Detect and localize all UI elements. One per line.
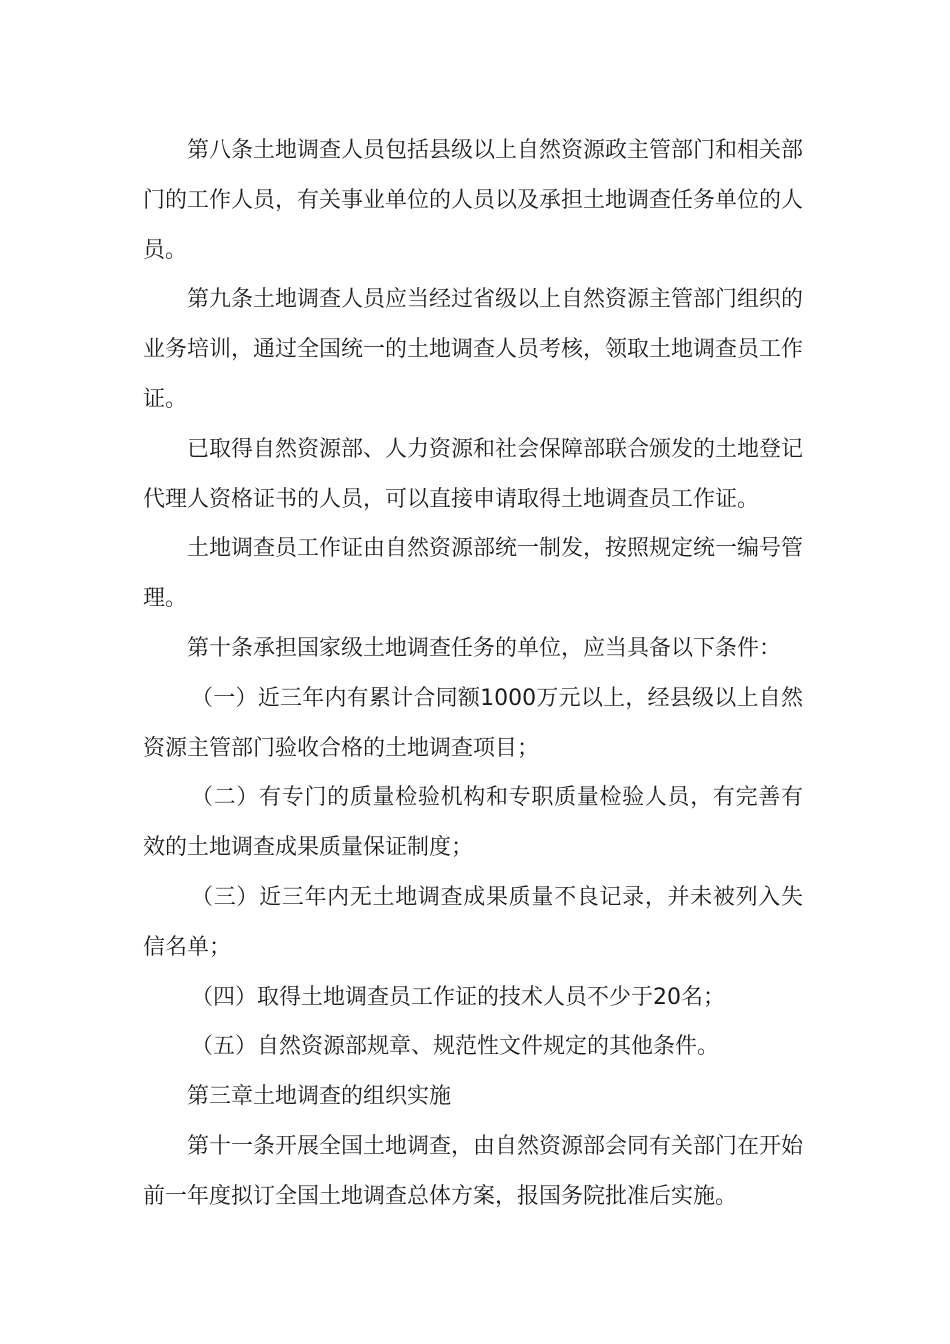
article-10-paragraph: 第十条承担国家级土地调查任务的单位，应当具备以下条件： [187, 635, 782, 661]
article-11-paragraph: 第十一条开展全国土地调查，由自然资源部会同有关部门在开始前一年度拟订全国土地调查总体方案，报国务院批准后实施。 [143, 1133, 804, 1209]
condition-item-4: （四）取得土地调查员工作证的技术人员不少于20名； [191, 984, 725, 1010]
article-9-certificate-paragraph: 土地调查员工作证由自然资源部统一制发，按照规定统一编号管理。 [143, 536, 804, 612]
condition-item-5: （五）自然资源部规章、规范性文件规定的其他条件。 [191, 1034, 720, 1060]
condition-item-2: （二）有专门的质量检验机构和专职质量检验人员，有完善有效的土地调查成果质量保证制度； [143, 785, 803, 861]
chapter-3-heading: 第三章土地调查的组织实施 [187, 1084, 452, 1110]
document-body [143, 126, 803, 1222]
article-9-paragraph: 第九条土地调查人员应当经过省级以上自然资源主管部门组织的业务培训，通过全国统一的土地调查人员考核，领取土地调查员工作证。 [143, 287, 804, 412]
article-9-qualification-paragraph: 已取得自然资源部、人力资源和社会保障部联合颁发的土地登记代理人资格证书的人员，可以直接申请取得土地调查员工作证。 [143, 436, 804, 512]
condition-item-3: （三）近三年内无土地调查成果质量不良记录，并未被列入失信名单； [143, 884, 803, 960]
condition-item-1: （一）近三年内有累计合同额1000万元以上，经县级以上自然资源主管部门验收合格的土地调查项目； [143, 685, 803, 761]
article-8-paragraph: 第八条土地调查人员包括县级以上自然资源政主管部门和相关部门的工作人员，有关事业单位的人员以及承担土地调查任务单位的人员。 [143, 138, 804, 263]
